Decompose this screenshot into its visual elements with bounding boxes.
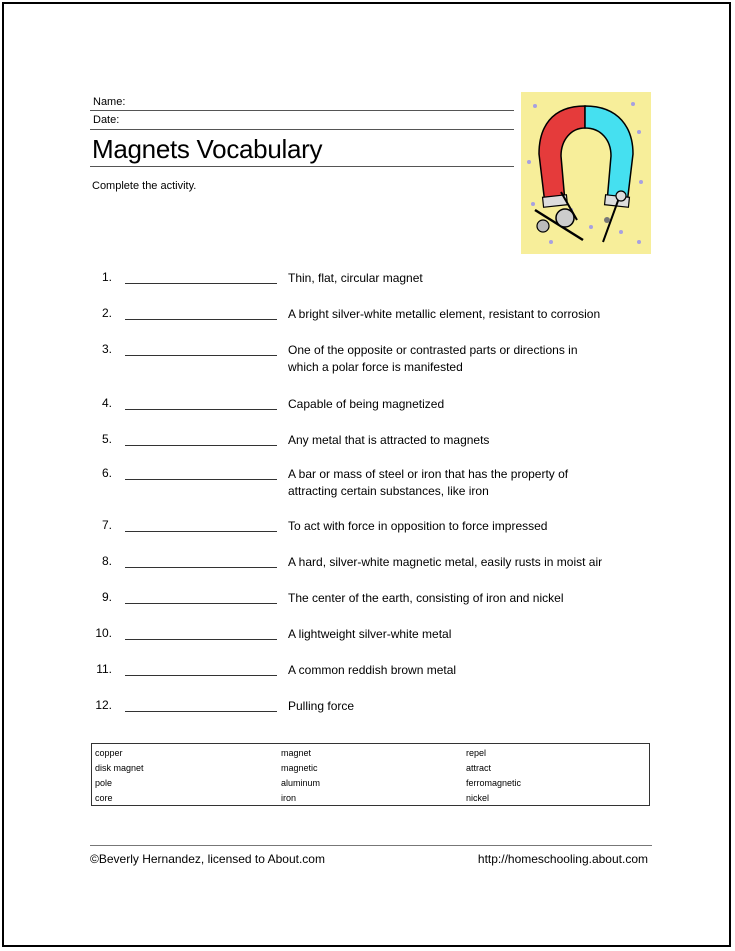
title-underline	[90, 166, 514, 167]
definition-text	[288, 466, 668, 500]
question-row	[4, 432, 733, 468]
question-row	[4, 270, 733, 306]
definition-text	[288, 342, 668, 376]
question-row	[4, 466, 733, 502]
question-row	[4, 626, 733, 662]
word-bank-item: magnet	[281, 748, 312, 758]
question-number: 9.	[101, 590, 112, 604]
word-bank-item: attract	[466, 763, 492, 773]
answer-blank[interactable]	[125, 711, 277, 712]
footer-copyright: ©Beverly Hernandez, licensed to About.com	[90, 852, 325, 866]
question-number: 8.	[101, 554, 112, 568]
answer-blank[interactable]	[125, 479, 277, 480]
answer-blank[interactable]	[125, 639, 277, 640]
answer-blank[interactable]	[125, 675, 277, 676]
word-bank-item: nickel	[466, 793, 490, 803]
word-bank-item: core	[95, 793, 113, 803]
name-label: Name:	[93, 96, 126, 108]
answer-blank[interactable]	[125, 283, 277, 284]
question-number: 7.	[101, 518, 112, 532]
word-bank-item: repel	[466, 748, 487, 758]
date-line	[90, 129, 514, 130]
word-bank-item: pole	[95, 778, 113, 788]
definition-text	[288, 698, 668, 715]
answer-blank[interactable]	[125, 531, 277, 532]
question-row	[4, 518, 733, 554]
word-bank-item: iron	[281, 793, 297, 803]
definition-text	[288, 518, 668, 535]
definition-line: which a polar force is manifested	[288, 360, 463, 374]
question-row	[4, 698, 733, 734]
word-bank-item: ferromagnetic	[466, 778, 522, 788]
answer-blank[interactable]	[125, 355, 277, 356]
horseshoe-magnet-icon	[521, 92, 651, 254]
question-number: 6.	[101, 466, 112, 480]
question-number: 3.	[101, 342, 112, 356]
definition-line: A bright silver-white metallic element, resistant to corrosion	[288, 307, 601, 321]
definition-line: A common reddish brown metal	[288, 663, 457, 677]
answer-blank[interactable]	[125, 409, 277, 410]
definition-line: Pulling force	[288, 699, 355, 713]
definition-line: A lightweight silver-white metal	[288, 627, 452, 641]
definition-line: A bar or mass of steel or iron that has the property of	[288, 467, 569, 481]
definition-line: To act with force in opposition to force impressed	[288, 519, 548, 533]
question-number: 10.	[95, 626, 112, 640]
answer-blank[interactable]	[125, 603, 277, 604]
footer-divider	[90, 845, 652, 846]
definition-text	[288, 432, 668, 449]
question-row	[4, 662, 733, 698]
name-line	[90, 110, 514, 111]
question-row	[4, 590, 733, 626]
question-number: 5.	[101, 432, 112, 446]
question-row	[4, 306, 733, 342]
question-row	[4, 396, 733, 432]
question-number: 2.	[101, 306, 112, 320]
answer-blank[interactable]	[125, 567, 277, 568]
definition-line: attracting certain substances, like iron	[288, 484, 489, 498]
footer-url[interactable]: http://homeschooling.about.com	[477, 852, 648, 866]
answer-blank[interactable]	[125, 319, 277, 320]
definition-text	[288, 590, 668, 607]
question-number: 12.	[95, 698, 112, 712]
word-bank-item: copper	[95, 748, 123, 758]
definition-text	[288, 626, 668, 643]
question-number: 1.	[101, 270, 112, 284]
page-title: Magnets Vocabulary	[92, 134, 323, 164]
instructions: Complete the activity.	[92, 180, 197, 192]
question-row	[4, 554, 733, 590]
question-row	[4, 342, 733, 378]
definition-line: Thin, flat, circular magnet	[288, 271, 423, 285]
definition-line: Any metal that is attracted to magnets	[288, 433, 490, 447]
definition-line: One of the opposite or contrasted parts or directions in	[288, 343, 578, 357]
definition-line: The center of the earth, consisting of iron and nickel	[288, 591, 564, 605]
definition-text	[288, 662, 668, 679]
definition-line: A hard, silver-white magnetic metal, easily rusts in moist air	[288, 555, 603, 569]
worksheet-page	[2, 2, 731, 947]
word-bank-item: disk magnet	[95, 763, 144, 773]
definition-line: Capable of being magnetized	[288, 397, 445, 411]
definition-text	[288, 396, 668, 413]
definition-text	[288, 270, 668, 287]
question-number: 11.	[96, 662, 112, 676]
word-bank	[91, 743, 650, 806]
word-bank-item: aluminum	[281, 778, 321, 788]
question-number: 4.	[101, 396, 112, 410]
definition-text	[288, 306, 668, 323]
date-label: Date:	[93, 114, 120, 126]
answer-blank[interactable]	[125, 445, 277, 446]
word-bank-item: magnetic	[281, 763, 318, 773]
definition-text	[288, 554, 668, 571]
